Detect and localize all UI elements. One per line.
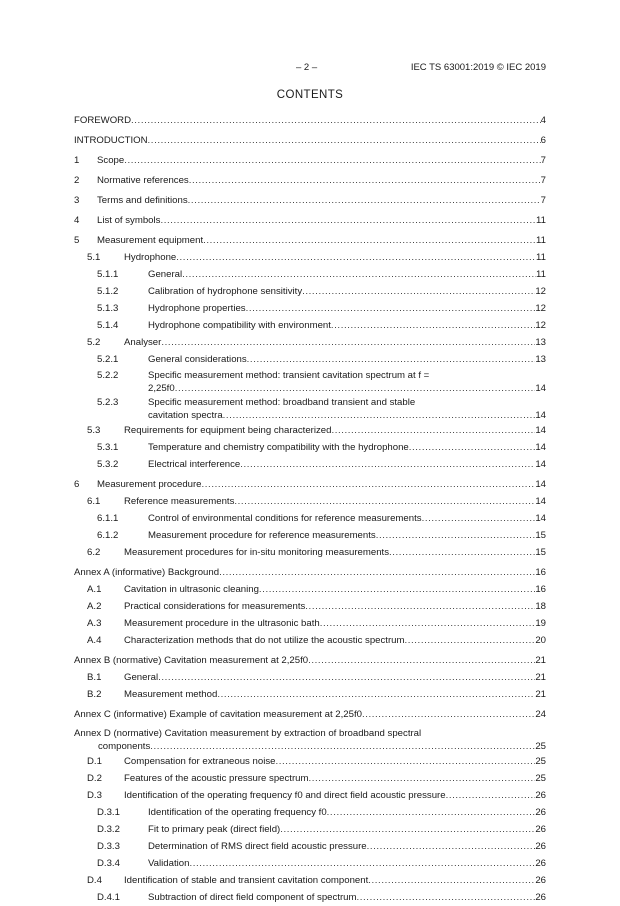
toc-entry-title: components — [98, 741, 151, 752]
toc-entry-number: 2 — [74, 175, 80, 186]
toc-entry-page: 26 — [535, 824, 546, 835]
toc-entry-page: 7 — [540, 195, 546, 206]
dot-leader — [309, 770, 536, 787]
toc-entry[interactable] — [74, 544, 546, 561]
toc-entry-number: 5.1.3 — [97, 303, 119, 314]
toc-entry-title: Identification of stable and transient cavitation component — [124, 875, 369, 886]
toc-entry-title: Hydrophone — [124, 252, 177, 263]
toc-entry-title: Measurement procedure for reference measurements — [148, 530, 376, 541]
toc-entry-title: FOREWORD — [74, 115, 132, 126]
toc-entry-page: 14 — [535, 383, 546, 394]
toc-entry-number: A.4 — [87, 635, 102, 646]
toc-entry-number: 5 — [74, 235, 80, 246]
toc-entry-page: 26 — [535, 841, 546, 852]
toc-entry[interactable] — [74, 669, 546, 686]
toc-entry-number: 5.2.3 — [97, 397, 119, 408]
toc-entry-title: Annex C (informative) Example of cavitation measurement at 2,25f0 — [74, 709, 362, 720]
toc-entry-page: 7 — [540, 175, 546, 186]
toc-entry-page: 21 — [535, 689, 546, 700]
toc-entry[interactable] — [74, 855, 546, 872]
toc-entry-number: 5.3.2 — [97, 459, 119, 470]
toc-entry[interactable] — [74, 422, 546, 439]
toc-entry[interactable] — [74, 770, 546, 787]
dot-leader — [259, 581, 535, 598]
toc-entry[interactable] — [74, 192, 546, 209]
toc-entry[interactable] — [74, 266, 546, 283]
toc-entry-title: Specific measurement method: broadband transient and stable — [148, 397, 416, 408]
page-title: CONTENTS — [276, 89, 344, 101]
dot-leader — [148, 132, 541, 149]
toc-entry-page: 14 — [535, 459, 546, 470]
toc-entry-page: 16 — [535, 567, 546, 578]
toc-entry-number: 5.2.1 — [97, 354, 119, 365]
toc-entry[interactable] — [74, 395, 546, 422]
toc-entry-number: D.3.1 — [97, 807, 120, 818]
dot-leader — [362, 706, 535, 723]
dot-leader — [158, 669, 535, 686]
dot-leader — [357, 889, 536, 906]
dot-leader — [182, 266, 536, 283]
toc-entry[interactable] — [74, 300, 546, 317]
toc-entry-title: Identification of the operating frequency f0 — [148, 807, 327, 818]
toc-entry-page: 20 — [535, 635, 546, 646]
toc-entry-title: General considerations — [148, 354, 247, 365]
toc-entry-title: Identification of the operating frequency f0 and direct field acoustic pressure — [124, 790, 446, 801]
toc-entry-page: 7 — [540, 155, 546, 166]
toc-entry-page: 21 — [535, 672, 546, 683]
toc-entry-page: 19 — [535, 618, 546, 629]
toc-entry[interactable] — [74, 598, 546, 615]
toc-entry[interactable] — [74, 564, 546, 581]
toc-entry-page: 14 — [535, 425, 546, 436]
toc-entry-number: 6.1.1 — [97, 513, 119, 524]
toc-entry-page: 13 — [535, 337, 546, 348]
dot-leader — [234, 493, 535, 510]
toc-entry-title: General — [124, 672, 159, 683]
dot-leader — [189, 172, 541, 189]
toc-entry-title: Annex A (informative) Background — [74, 567, 220, 578]
toc-entry-page: 25 — [535, 741, 546, 752]
toc-entry-page: 26 — [535, 807, 546, 818]
toc-entry-title: Determination of RMS direct field acoustic pressure — [148, 841, 367, 852]
dot-leader — [160, 212, 536, 229]
toc-entry-title: General — [148, 269, 183, 280]
toc-entry-page: 14 — [535, 410, 546, 421]
dot-leader — [368, 872, 535, 889]
toc-entry-title: Annex D (normative) Cavitation measurement by extraction of broadband spectral — [74, 728, 422, 739]
toc-entry-number: 5.2 — [87, 337, 101, 348]
toc-entry-page: 11 — [536, 269, 546, 280]
toc-entry-title: Control of environmental conditions for reference measurements — [148, 513, 422, 524]
toc-entry-number: 5.1.2 — [97, 286, 119, 297]
toc-entry-title: Practical considerations for measurements — [124, 601, 306, 612]
toc-entry-number: 5.1 — [87, 252, 101, 263]
toc-entry[interactable] — [74, 510, 546, 527]
dot-leader — [367, 838, 536, 855]
toc-entry[interactable] — [74, 838, 546, 855]
toc-entry-page: 14 — [535, 513, 546, 524]
toc-entry[interactable] — [74, 804, 546, 821]
toc-entry-number: 6 — [74, 479, 80, 490]
toc-entry-page: 26 — [535, 790, 546, 801]
dot-leader — [175, 382, 536, 395]
dot-leader — [131, 112, 541, 129]
toc-entry-page: 26 — [535, 858, 546, 869]
toc-entry-title: Analyser — [124, 337, 162, 348]
toc-entry-page: 25 — [535, 756, 546, 767]
toc-entry-number: 1 — [74, 155, 80, 166]
toc-entry-page: 12 — [535, 303, 546, 314]
toc-entry[interactable] — [74, 249, 546, 266]
toc-entry[interactable] — [74, 152, 546, 169]
toc-entry[interactable] — [74, 686, 546, 703]
toc-entry-title: Validation — [148, 858, 190, 869]
dot-leader — [240, 456, 535, 473]
toc-entry-page: 14 — [535, 479, 546, 490]
toc-entry-page: 12 — [535, 286, 546, 297]
toc-entry-title: Features of the acoustic pressure spectrum — [124, 773, 309, 784]
toc-entry-number: 6.1.2 — [97, 530, 119, 541]
toc-entry[interactable] — [74, 112, 546, 129]
toc-entry-title: Calibration of hydrophone sensitivity — [148, 286, 303, 297]
toc-entry[interactable] — [74, 821, 546, 838]
toc-entry-page: 11 — [536, 235, 546, 246]
toc-entry-number: 5.1.1 — [97, 269, 119, 280]
toc-entry-number: D.3.4 — [97, 858, 120, 869]
dot-leader — [188, 192, 541, 209]
toc-entry-title: Measurement procedures for in-situ monitoring measurements — [124, 547, 390, 558]
dot-leader — [376, 527, 536, 544]
dot-leader — [247, 351, 536, 368]
toc-entry[interactable] — [74, 753, 546, 770]
toc-entry-number: D.3.2 — [97, 824, 120, 835]
toc-entry-title: Fit to primary peak (direct field) — [148, 824, 281, 835]
dot-leader — [320, 615, 536, 632]
dot-leader — [223, 409, 536, 422]
dot-leader — [446, 787, 536, 804]
toc-entry-page: 4 — [540, 115, 546, 126]
toc-entry[interactable] — [74, 652, 546, 669]
toc-entry-title: Annex B (normative) Cavitation measurement at 2,25f0 — [74, 655, 309, 666]
toc-entry[interactable] — [74, 232, 546, 249]
toc-entry-title: Terms and definitions — [97, 195, 188, 206]
toc-entry-number: B.1 — [87, 672, 102, 683]
toc-entry[interactable] — [74, 172, 546, 189]
toc-entry-title: Measurement method — [124, 689, 218, 700]
toc-entry-page: 6 — [540, 135, 546, 146]
dot-leader — [409, 439, 536, 456]
toc-entry-title: Measurement equipment — [97, 235, 204, 246]
toc-entry-title: List of symbols — [97, 215, 161, 226]
toc-entry-number: 5.1.4 — [97, 320, 119, 331]
toc-entry-number: 6.2 — [87, 547, 101, 558]
toc-entry[interactable] — [74, 334, 546, 351]
toc-entry-number: A.1 — [87, 584, 102, 595]
toc-entry[interactable] — [74, 872, 546, 889]
toc-entry-page: 15 — [535, 530, 546, 541]
toc-entry-title: cavitation spectra — [148, 410, 223, 421]
toc-entry-title: Requirements for equipment being characterized — [124, 425, 332, 436]
dot-leader — [280, 821, 535, 838]
dot-leader — [246, 300, 536, 317]
dot-leader — [217, 686, 535, 703]
toc-entry-title: Subtraction of direct field component of spectrum — [148, 892, 357, 903]
toc-entry[interactable] — [74, 889, 546, 906]
toc-entry-title: Measurement procedure in the ultrasonic bath — [124, 618, 320, 629]
toc-entry[interactable] — [74, 493, 546, 510]
dot-leader — [202, 476, 536, 493]
toc-entry-number: D.3.3 — [97, 841, 120, 852]
toc-entry[interactable] — [74, 439, 546, 456]
dot-leader — [219, 564, 535, 581]
toc-entry-title: Reference measurements — [124, 496, 235, 507]
toc-entry[interactable] — [74, 212, 546, 229]
toc-entry-title: INTRODUCTION — [74, 135, 148, 146]
toc-entry-title: Temperature and chemistry compatibility with the hydrophone — [148, 442, 409, 453]
toc-entry[interactable] — [74, 787, 546, 804]
dot-leader — [405, 632, 536, 649]
dot-leader — [331, 422, 535, 439]
dot-leader — [150, 740, 535, 753]
dot-leader — [308, 652, 535, 669]
toc-entry-number: 5.3.1 — [97, 442, 119, 453]
dot-leader — [189, 855, 535, 872]
page-number-marker: – 2 – — [296, 62, 318, 73]
toc-entry[interactable] — [74, 132, 546, 149]
toc-entry-number: 4 — [74, 215, 80, 226]
toc-entry-number: 5.2.2 — [97, 370, 119, 381]
dot-leader — [203, 232, 536, 249]
dot-leader — [275, 753, 535, 770]
toc-entry-page: 21 — [535, 655, 546, 666]
toc-entry-title: 2,25f0 — [148, 383, 175, 394]
dot-leader — [327, 804, 536, 821]
toc-entry-number: A.2 — [87, 601, 102, 612]
toc-entry-number: A.3 — [87, 618, 102, 629]
toc-entry-title: Compensation for extraneous noise — [124, 756, 276, 767]
toc-entry-title: Normative references — [97, 175, 189, 186]
toc-entry-number: 6.1 — [87, 496, 101, 507]
toc-entry-number: 3 — [74, 195, 80, 206]
toc-entry-title: Characterization methods that do not utilize the acoustic spectrum — [124, 635, 405, 646]
toc-entry[interactable] — [74, 527, 546, 544]
toc-entry[interactable] — [74, 726, 546, 753]
toc-entry-number: D.1 — [87, 756, 102, 767]
toc-entry-page: 25 — [535, 773, 546, 784]
toc-entry[interactable] — [74, 351, 546, 368]
dot-leader — [176, 249, 536, 266]
toc-entry[interactable] — [74, 632, 546, 649]
toc-entry[interactable] — [74, 456, 546, 473]
toc-entry-page: 11 — [536, 215, 546, 226]
toc-entry[interactable] — [74, 283, 546, 300]
toc-entry-page: 11 — [536, 252, 546, 263]
dot-leader — [161, 334, 535, 351]
toc-entry-page: 12 — [535, 320, 546, 331]
toc-entry-title: Scope — [97, 155, 125, 166]
toc-entry[interactable] — [74, 368, 546, 395]
toc-entry-page: 26 — [535, 875, 546, 886]
toc-entry-title: Electrical interference — [148, 459, 241, 470]
toc-entry[interactable] — [74, 706, 546, 723]
toc-entry-number: D.4 — [87, 875, 102, 886]
table-of-contents — [74, 112, 546, 906]
toc-entry-page: 16 — [535, 584, 546, 595]
toc-entry-title: Measurement procedure — [97, 479, 202, 490]
dot-leader — [422, 510, 536, 527]
toc-entry-number: D.2 — [87, 773, 102, 784]
dot-leader — [389, 544, 535, 561]
toc-entry[interactable] — [74, 317, 546, 334]
toc-entry-title: Cavitation in ultrasonic cleaning — [124, 584, 259, 595]
toc-entry[interactable] — [74, 615, 546, 632]
toc-entry-title: Hydrophone compatibility with environment — [148, 320, 331, 331]
dot-leader — [124, 152, 540, 169]
toc-entry-page: 18 — [535, 601, 546, 612]
dot-leader — [305, 598, 535, 615]
toc-entry-page: 14 — [535, 496, 546, 507]
toc-entry[interactable] — [74, 581, 546, 598]
toc-entry[interactable] — [74, 476, 546, 493]
dot-leader — [331, 317, 535, 334]
toc-entry-number: D.4.1 — [97, 892, 120, 903]
dot-leader — [302, 283, 535, 300]
toc-entry-page: 14 — [535, 442, 546, 453]
toc-entry-page: 26 — [535, 892, 546, 903]
toc-entry-page: 13 — [535, 354, 546, 365]
toc-entry-number: B.2 — [87, 689, 102, 700]
standard-reference: IEC TS 63001:2019 © IEC 2019 — [410, 62, 546, 73]
toc-entry-number: D.3 — [87, 790, 102, 801]
toc-entry-page: 15 — [535, 547, 546, 558]
toc-entry-number: 5.3 — [87, 425, 101, 436]
toc-entry-title: Hydrophone properties — [148, 303, 246, 314]
toc-entry-page: 24 — [535, 709, 546, 720]
toc-entry-title: Specific measurement method: transient cavitation spectrum at f = — [148, 370, 430, 381]
